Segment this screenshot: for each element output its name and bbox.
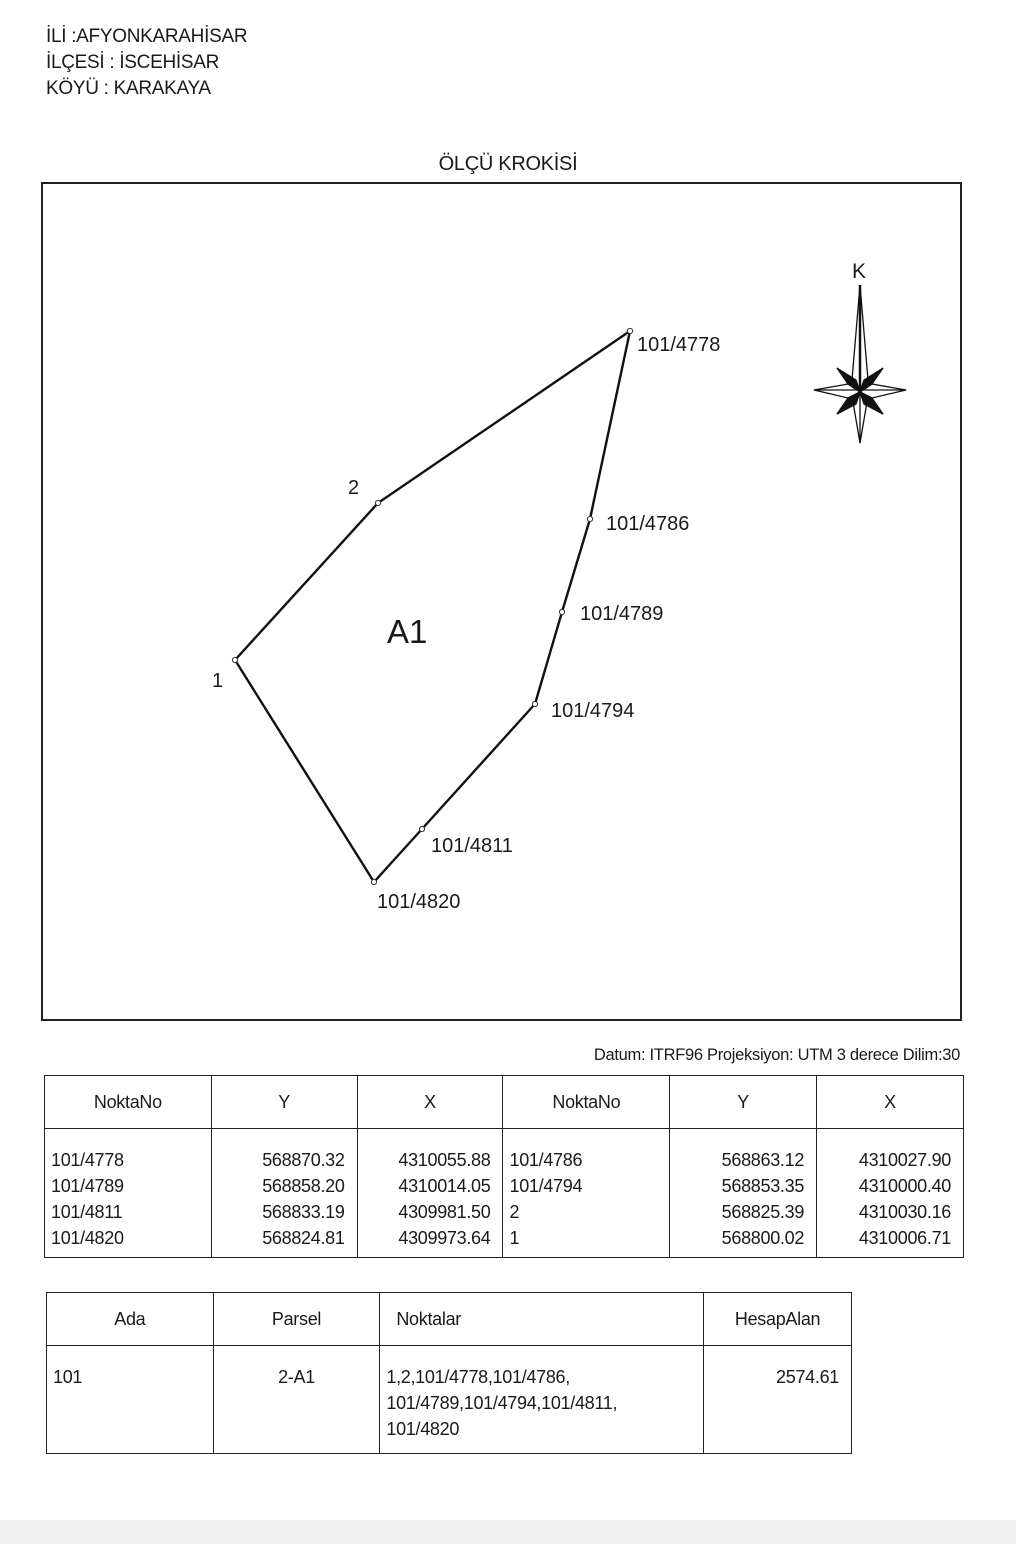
cell-nokta: 101/4778 xyxy=(51,1150,124,1170)
vertex-2 xyxy=(375,500,380,505)
col-header-nokta-no-2: NoktaNo xyxy=(503,1076,670,1129)
point-label-101-4820: 101/4820 xyxy=(377,891,461,913)
cell-y: 568853.35 xyxy=(721,1176,805,1196)
y-column xyxy=(211,1129,357,1258)
parcel-label: A1 xyxy=(387,613,428,650)
col-header-ada: Ada xyxy=(47,1293,214,1346)
vertex-101-4789 xyxy=(559,609,564,614)
nokta-column xyxy=(45,1129,212,1258)
vertex-101-4811 xyxy=(419,826,424,831)
cell-nokta: 101/4820 xyxy=(51,1228,124,1248)
y-column-2 xyxy=(670,1129,817,1258)
point-label-101-4786: 101/4786 xyxy=(606,513,690,535)
cell-nokta: 101/4794 xyxy=(509,1176,583,1196)
district-label: İLÇESİ : İSCEHİSAR xyxy=(46,52,220,73)
sketch-title: ÖLÇÜ KROKİSİ xyxy=(438,153,578,175)
col-header-y: Y xyxy=(211,1076,357,1129)
north-label: K xyxy=(852,260,867,283)
col-header-parsel: Parsel xyxy=(213,1293,380,1346)
col-header-hesap-alan: HesapAlan xyxy=(704,1293,852,1346)
cell-nokta: 101/4786 xyxy=(509,1150,583,1170)
sketch-frame xyxy=(42,183,961,1020)
north-arrow-icon xyxy=(814,285,906,443)
vertex-1 xyxy=(232,657,237,662)
noktalar-line: 1,2,101/4778,101/4786, xyxy=(386,1367,570,1387)
nokta-column-2 xyxy=(503,1129,670,1258)
col-header-nokta-no: NoktaNo xyxy=(45,1076,212,1129)
page-bottom-strip xyxy=(0,1520,1016,1544)
point-label-1: 1 xyxy=(212,670,224,692)
cell-parsel: 2-A1 xyxy=(213,1346,380,1454)
vertex-101-4820 xyxy=(371,879,376,884)
col-header-y-2: Y xyxy=(670,1076,817,1129)
cell-x: 4309981.50 xyxy=(398,1202,491,1222)
vertex-101-4794 xyxy=(532,701,537,706)
point-label-2: 2 xyxy=(348,477,360,499)
vertex-101-4786 xyxy=(587,516,592,521)
cell-x: 4310055.88 xyxy=(398,1150,491,1170)
cell-x: 4310014.05 xyxy=(398,1176,491,1196)
cell-nokta: 2 xyxy=(509,1202,520,1222)
point-label-101-4778: 101/4778 xyxy=(637,334,721,356)
cell-x: 4310030.16 xyxy=(858,1202,951,1222)
coordinate-table xyxy=(44,1075,964,1258)
cell-y: 568800.02 xyxy=(721,1228,805,1248)
cell-y: 568833.19 xyxy=(262,1202,345,1222)
datum-info: Datum: ITRF96 Projeksiyon: UTM 3 derece Dilim:30 xyxy=(593,1046,960,1064)
cell-ada: 101 xyxy=(47,1346,214,1454)
cell-noktalar xyxy=(380,1346,704,1454)
cell-y: 568863.12 xyxy=(721,1150,805,1170)
point-label-101-4789: 101/4789 xyxy=(580,603,664,625)
parcel-boundary xyxy=(235,331,630,882)
vertex-101-4778 xyxy=(627,328,632,333)
province-label: İLİ :AFYONKARAHİSAR xyxy=(46,26,248,47)
point-label-101-4811: 101/4811 xyxy=(431,835,513,857)
cell-y: 568870.32 xyxy=(262,1150,345,1170)
col-header-x-2: X xyxy=(817,1076,964,1129)
cell-y: 568824.81 xyxy=(262,1228,345,1248)
cell-x: 4310006.71 xyxy=(858,1228,951,1248)
cell-hesap-alan: 2574.61 xyxy=(704,1346,852,1454)
cell-x: 4310027.90 xyxy=(858,1150,951,1170)
cell-x: 4309973.64 xyxy=(398,1228,491,1248)
col-header-x: X xyxy=(357,1076,503,1129)
x-column-2 xyxy=(817,1129,964,1258)
noktalar-line: 101/4820 xyxy=(386,1419,460,1439)
parcel-table xyxy=(46,1292,852,1454)
cell-x: 4310000.40 xyxy=(858,1176,951,1196)
cell-y: 568858.20 xyxy=(262,1176,345,1196)
table-row xyxy=(45,1129,964,1258)
x-column xyxy=(357,1129,503,1258)
cell-y: 568825.39 xyxy=(721,1202,805,1222)
noktalar-line: 101/4789,101/4794,101/4811, xyxy=(386,1393,618,1413)
village-label: KÖYÜ : KARAKAYA xyxy=(46,78,211,99)
point-label-101-4794: 101/4794 xyxy=(551,700,635,722)
col-header-noktalar: Noktalar xyxy=(380,1293,704,1346)
table-row xyxy=(47,1346,852,1454)
cell-nokta: 101/4811 xyxy=(51,1202,123,1222)
cell-nokta: 1 xyxy=(509,1228,520,1248)
cell-nokta: 101/4789 xyxy=(51,1176,124,1196)
